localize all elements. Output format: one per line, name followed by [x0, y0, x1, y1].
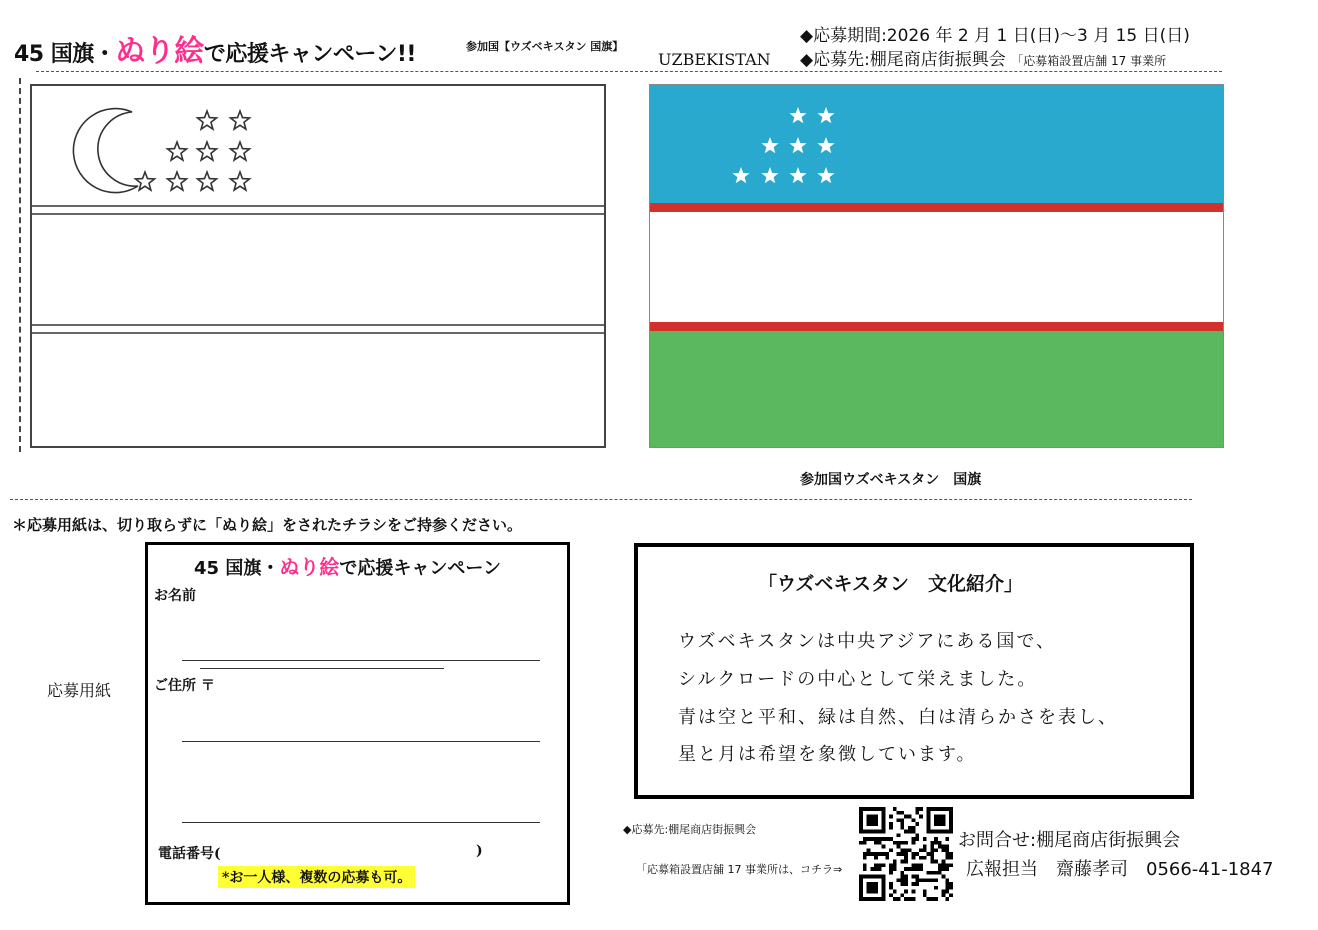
culture-line-3: 青は空と平和、緑は自然、白は清らかさを表し、	[678, 707, 1118, 728]
star-icon	[230, 172, 249, 190]
phone-close-paren: )	[476, 843, 483, 859]
uzbekistan-flag-color	[649, 84, 1224, 448]
star-icon	[197, 172, 216, 190]
page-title	[14, 26, 416, 70]
flag-color-drawing	[650, 85, 1224, 448]
name-underline	[200, 668, 444, 669]
footer-box-locations: 「応募箱設置店舗 17 事業所は、コチラ⇒	[636, 863, 843, 876]
cut-line-middle	[10, 499, 1192, 500]
name-label: お名前	[154, 588, 196, 604]
apply-to-text: ◆応募先:棚尾商店街振興会	[800, 50, 1006, 70]
culture-intro-box	[634, 543, 1194, 799]
cut-line-left	[19, 78, 21, 452]
star-icon	[230, 111, 249, 129]
address-field-line2[interactable]	[182, 822, 540, 823]
form-side-label: 応募用紙	[47, 681, 112, 700]
form-title-part1: 国旗・	[225, 558, 280, 579]
star-icon	[167, 142, 186, 160]
star-icon	[135, 172, 154, 190]
phone-label: 電話番号(	[158, 846, 221, 862]
footer-apply-to: ◆応募先:棚尾商店街振興会	[623, 823, 757, 836]
form-title-pink: ぬり絵	[279, 555, 340, 579]
contact-person: 広報担当 齋藤孝司 0566-41-1847	[966, 859, 1274, 880]
qr-code-icon[interactable]	[859, 807, 953, 901]
campaign-info	[800, 24, 1190, 73]
apply-to-small: 「応募箱設置店舗 17 事業所	[1011, 54, 1167, 68]
culture-line-4: 星と月は希望を象徴しています。	[678, 744, 977, 765]
country-name-english: UZBEKISTAN	[658, 50, 771, 69]
flag-red-stripe-top	[650, 203, 1224, 212]
postal-mark: 〒	[200, 678, 215, 694]
star-icon	[197, 142, 216, 160]
star-icon	[167, 172, 186, 190]
address-label	[154, 675, 215, 695]
crescent-outline-icon	[73, 109, 138, 193]
culture-line-2: シルクロードの中心として栄えました。	[678, 669, 1038, 690]
star-icon	[197, 111, 216, 129]
flag-caption: 参加国ウズベキスタン 国旗	[800, 472, 982, 488]
coloring-flag-outline	[30, 84, 606, 448]
application-note: ＊応募用紙は、切り取らずに「ぬり絵」をされたチラシをご持参ください。	[12, 516, 523, 534]
flag-red-stripe-bottom	[650, 322, 1224, 331]
flag-blue-band	[650, 85, 1224, 203]
star-icon	[230, 142, 249, 160]
address-field-line1[interactable]	[182, 741, 540, 742]
form-title-part2: で応援キャンペーン	[339, 558, 501, 579]
form-title-number: 45	[194, 558, 220, 579]
title-pink: ぬり絵	[115, 34, 204, 69]
flag-outline-drawing	[32, 86, 604, 446]
title-part2: で応援キャンペーン!!	[203, 42, 416, 67]
title-part1: 国旗・	[50, 42, 116, 67]
flag-white-band	[650, 212, 1224, 322]
culture-title: 「ウズベキスタン 文化紹介」	[758, 573, 1024, 595]
application-destination	[800, 48, 1190, 73]
flag-green-band	[650, 331, 1224, 448]
culture-line-1: ウズベキスタンは中央アジアにある国で、	[678, 631, 1057, 652]
participating-country-label: 参加国【ウズベキスタン 国旗】	[466, 40, 624, 53]
address-label-text: ご住所	[154, 678, 196, 694]
form-title	[194, 551, 501, 580]
application-form	[145, 542, 570, 905]
contact-info: お問合せ:棚尾商店街振興会	[958, 830, 1181, 851]
qr-code-graphic	[859, 807, 953, 901]
title-number: 45	[14, 42, 44, 67]
cut-line-top	[36, 71, 1222, 72]
application-period: ◆応募期間:2026 年 2 月 1 日(日)～3 月 15 日(日)	[800, 26, 1190, 46]
multiple-entries-note: *お一人様、複数の応募も可。	[218, 866, 415, 888]
name-field[interactable]	[182, 660, 540, 661]
